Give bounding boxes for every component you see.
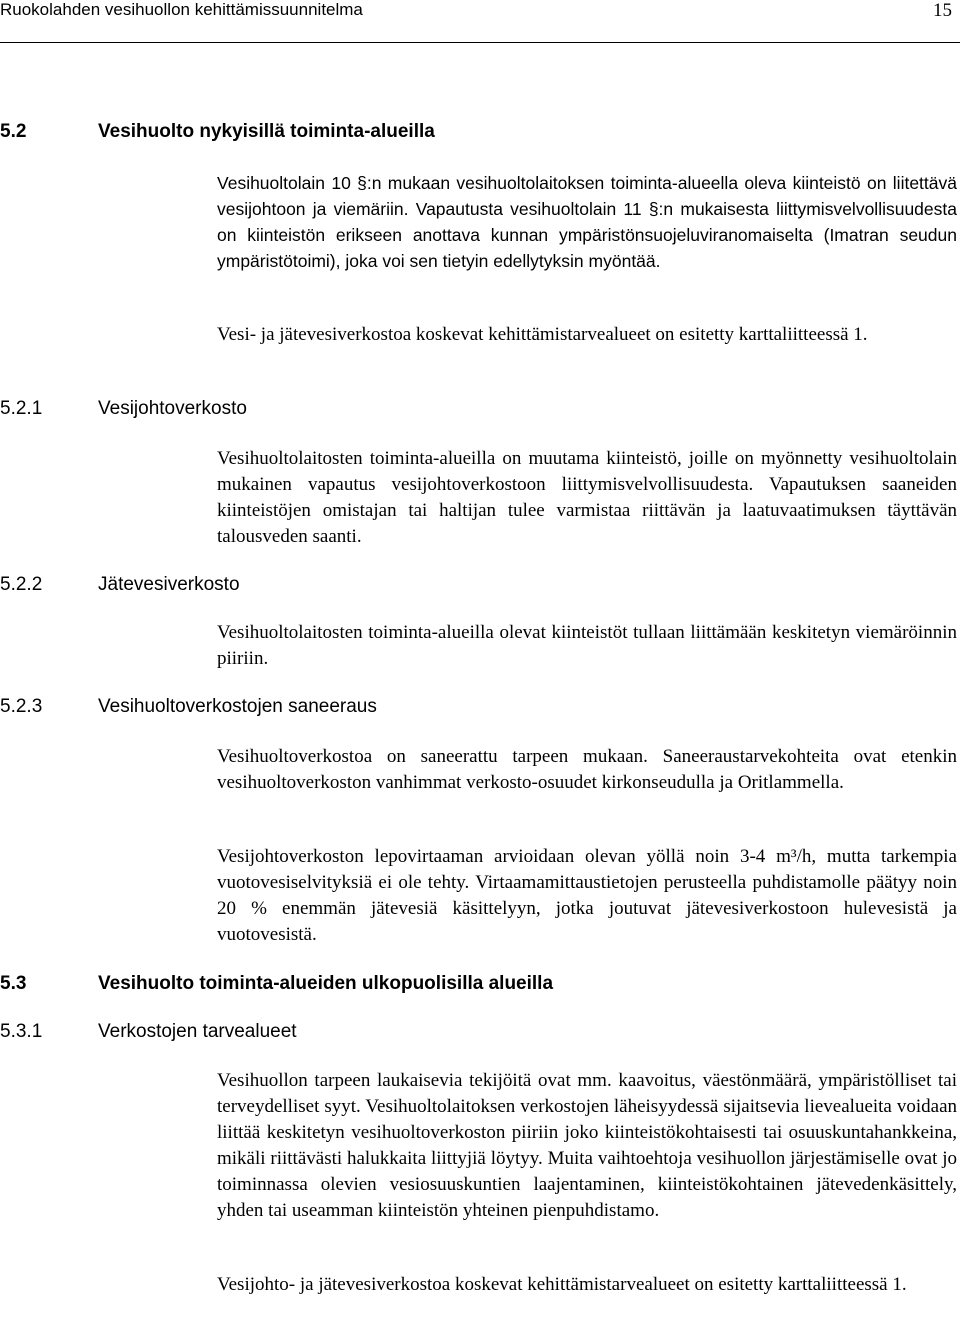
section-number: 5.2.2 xyxy=(0,574,43,595)
section-heading-5-2 xyxy=(0,121,435,143)
section-number: 5.2.3 xyxy=(0,696,43,717)
section-heading-5-2-3 xyxy=(0,696,377,718)
section-number: 5.2.1 xyxy=(0,398,43,419)
paragraph: Vesihuoltolaitosten toiminta-alueilla olevat kiinteistöt tullaan liittämään keskitetyn viemäröinnin piiriin. xyxy=(217,622,957,669)
section-title: Vesihuolto toiminta-alueiden ulkopuolisilla alueilla xyxy=(98,973,554,994)
section-heading-5-3 xyxy=(0,973,553,995)
section-heading-5-2-1 xyxy=(0,398,247,420)
section-number: 5.3 xyxy=(0,973,27,994)
paragraph: Vesijohto- ja jätevesiverkostoa koskevat kehittämistarvealueet on esitetty karttaliitteessä 1. xyxy=(217,1274,907,1295)
paragraph: Vesihuoltolain 10 §:n mukaan vesihuoltolaitoksen toiminta-alueella oleva kiinteistö on liitettävä vesijohtoon ja viemäriin. Vapautusta vesihuoltolain 11 §:n mukaisesta liittymisvelvollisuudesta on kiinteistön erikseen anottava kunnan ympäristönsuojeluviranomaiselta (Imatran seudun ympäristötoimi), joka voi sen tietyin edellytyksin myöntää. xyxy=(217,173,957,271)
paragraph: Vesihuoltoverkostoa on saneerattu tarpeen mukaan. Saneeraustarvekohteita ovat etenkin vesihuoltoverkoston vanhimmat verkosto-osuudet kirkonseudulla ja Oritlammella. xyxy=(217,746,957,793)
section-heading-5-2-2 xyxy=(0,574,240,596)
section-title: Jätevesiverkosto xyxy=(98,574,240,595)
header-divider xyxy=(0,42,960,43)
section-heading-5-3-1 xyxy=(0,1021,297,1043)
page-number: 15 xyxy=(933,0,952,21)
section-title: Vesihuolto nykyisillä toiminta-alueilla xyxy=(98,121,435,142)
paragraph: Vesihuoltolaitosten toiminta-alueilla on muutama kiinteistö, joille on myönnetty vesihuoltolain mukainen vapautus vesijohtoverkostoon liittymisvelvollisuudesta. Vapautuksen saaneiden kiinteistöjen omistajan tai haltijan tulee varmistaa riittävän ja laatuvaatimuksen täyttävän talousveden saanti. xyxy=(217,448,957,547)
document-header-title: Ruokolahden vesihuollon kehittämissuunnitelma xyxy=(0,0,363,19)
section-number: 5.3.1 xyxy=(0,1021,43,1042)
paragraph: Vesi- ja jätevesiverkostoa koskevat kehittämistarvealueet on esitetty karttaliitteessä 1. xyxy=(217,324,868,345)
paragraph: Vesijohtoverkoston lepovirtaaman arvioidaan olevan yöllä noin 3-4 m³/h, mutta tarkempia vuotovesiselvityksiä ei ole tehty. Virtaamamittaustietojen perusteella puhdistamolle päätyy noin 20 % enemmän jätevesiä käsittelyyn, jotka joutuvat jätevesiverkostoon hulevesistä ja vuotovesistä. xyxy=(217,846,957,945)
section-title: Vesihuoltoverkostojen saneeraus xyxy=(98,696,377,717)
section-title: Verkostojen tarvealueet xyxy=(98,1021,297,1042)
paragraph: Vesihuollon tarpeen laukaisevia tekijöitä ovat mm. kaavoitus, väestönmäärä, ympäristölliset tai terveydelliset syyt. Vesihuoltolaitoksen verkostojen läheisyydessä sijaitsevia lievealueita voidaan liittää keskitetyn vesihuoltoverkoston piiriin joko kiinteistökohtaisesti tai osuuskuntahankkeina, mikäli riittävästi halukkaita liittyjiä löytyy. Muita vaihtoehtoja vesihuollon järjestämiselle ovat jo toiminnassa olevien vesiosuuskuntien laajentaminen, kiinteistökohtainen jätevedenkäsittely, yhden tai useamman kiinteistön yhteinen pienpuhdistamo. xyxy=(217,1070,957,1221)
section-number: 5.2 xyxy=(0,121,27,142)
section-title: Vesijohtoverkosto xyxy=(98,398,247,419)
